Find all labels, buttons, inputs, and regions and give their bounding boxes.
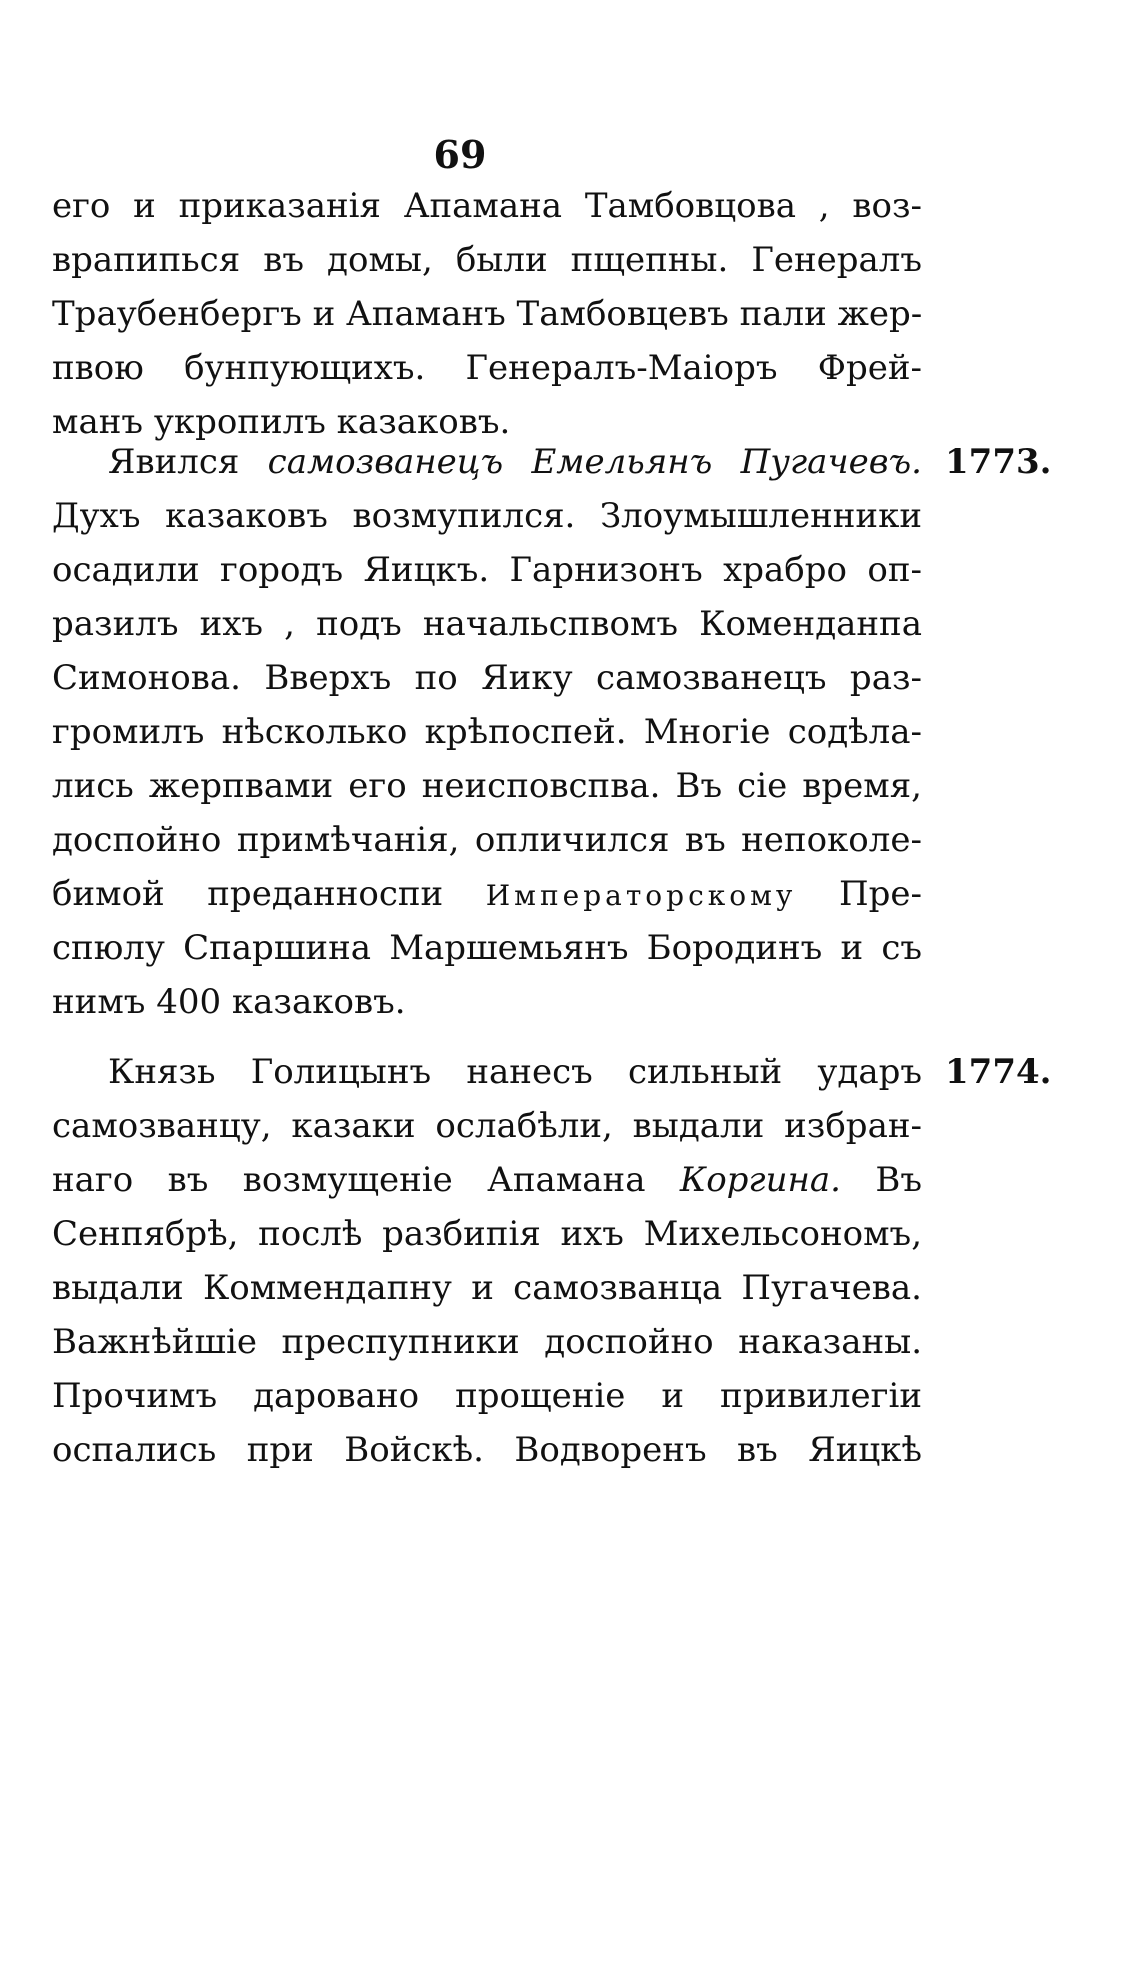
text-line [108,442,922,482]
text-line: доспойно примѣчанія, опличился въ непоколе- [52,820,922,860]
spaced-caps-text: Императорскому [485,879,797,912]
italic-text: самозванецъ Емельянъ Пугачевъ. [267,442,922,482]
text-line: врапипься въ домы, были пщепны. Генералъ [52,240,922,280]
text-line: громилъ нѣсколько крѣпоспей. Многіе содѣла- [52,712,922,752]
text-line: оспались при Войскѣ. Водворенъ въ Яицкѣ [52,1430,922,1470]
text-line: Траубенбергъ и Апаманъ Тамбовцевъ пали жер- [52,294,923,334]
text-line: его и приказанія Апамана Тамбовцова , воз- [52,186,922,226]
text-line: осадили городъ Яицкъ. Гарнизонъ храбро оп- [52,550,922,590]
text-span: Явился [108,442,268,482]
text-line: разилъ ихъ , подъ начальспвомъ Коменданпа [52,604,922,644]
text-line: спюлу Спаршина Маршемьянъ Бородинъ и съ [52,928,922,968]
text-line: Важнѣйшіе преспупники доспойно наказаны. [52,1322,922,1362]
margin-year: 1773. [945,442,1052,482]
text-line [52,1160,922,1200]
text-line: Прочимъ даровано прощеніе и привилегіи [52,1376,922,1416]
text-line: Князь Голицынъ нанесъ сильный ударъ [108,1052,922,1092]
text-span: наго въ возмущеніе Апамана [52,1160,680,1200]
text-line: нимъ 400 казаковъ. [52,982,406,1022]
text-line [52,874,922,916]
text-span: Въ [840,1160,922,1200]
italic-text: Коргина. [679,1160,841,1200]
text-line: самозванцу, казаки ослабѣли, выдали избран- [52,1106,922,1146]
text-line: пвою бунпующихъ. Генералъ-Маіоръ Фрей- [52,348,922,388]
text-line: Симонова. Вверхъ по Яику самозванецъ раз- [52,658,922,698]
text-line: выдали Коммендапну и самозванца Пугачева. [52,1268,922,1308]
text-line: манъ укропилъ казаковъ. [52,402,511,442]
margin-year: 1774. [945,1052,1052,1092]
text-line: Сенпябрѣ, послѣ разбипія ихъ Михельсономъ, [52,1214,922,1254]
text-line: Духъ казаковъ возмупился. Злоумышленники [52,496,922,536]
page-number: 69 [433,132,487,177]
text-span: Пре- [796,874,922,914]
text-line: лись жерпвами его неисповспва. Въ сіе время, [52,766,922,806]
text-span: бимой преданноспи [52,874,444,914]
